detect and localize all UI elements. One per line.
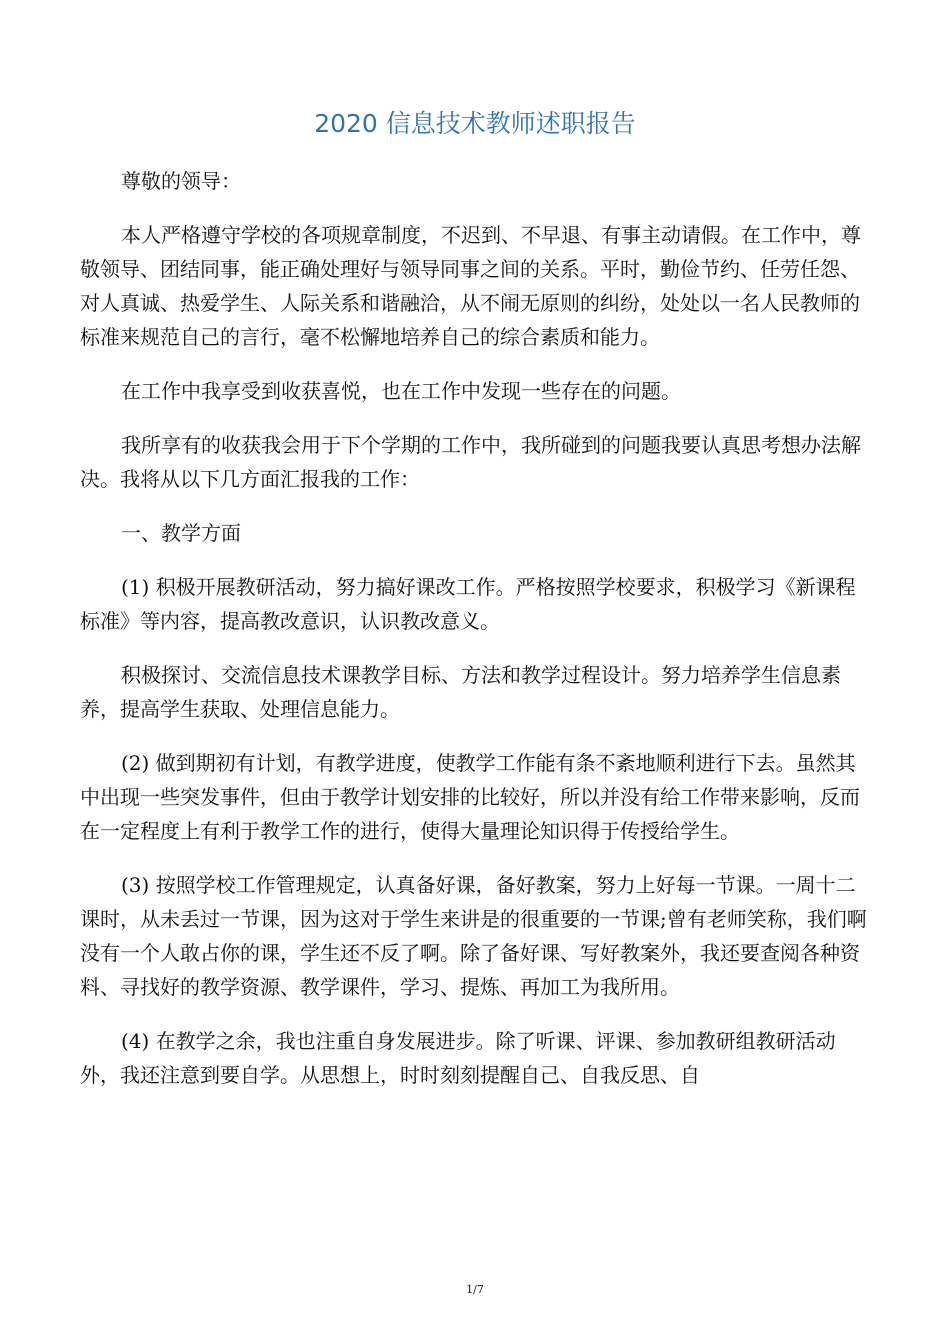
paragraph: (4) 在教学之余，我也注重自身发展进步。除了听课、评课、参加教研组教研活动外，我还注意到要自学。从思想上，时时刻刻提醒自己、自我反思、自 <box>80 1029 836 1087</box>
page-number: 1/7 <box>466 1283 484 1296</box>
document-title: 2020 信息技术教师述职报告 <box>314 109 636 138</box>
paragraph: 我所享有的收获我会用于下个学期的工作中，我所碰到的问题我要认真思考想办法解决。我将从以下几方面汇报我的工作： <box>80 433 861 491</box>
document-body <box>80 164 870 1112</box>
paragraph: (2) 做到期初有计划，有教学进度，使教学工作能有条不紊地顺利进行下去。虽然其中出现一些突发事件，但由于教学计划安排的比较好，所以并没有给工作带来影响，反而在一定程度上有利于教学工作的进行，使得大量理论知识得于传授给学生。 <box>80 751 860 843</box>
paragraph: 积极探讨、交流信息技术课教学目标、方法和教学过程设计。努力培养学生信息素养，提高学生获取、处理信息能力。 <box>80 663 841 721</box>
paragraph: 本人严格遵守学校的各项规章制度，不迟到、不早退、有事主动请假。在工作中，尊敬领导、团结同事，能正确处理好与领导同事之间的关系。平时，勤俭节约、任劳任怨、对人真诚、热爱学生、人际关系和谐融洽，从不闹无原则的纠纷，处处以一名人民教师的标准来规范自己的言行，毫不松懈地培养自己的综合素质和能力。 <box>80 223 861 349</box>
paragraph: (1) 积极开展教研活动，努力搞好课改工作。严格按照学校要求，积极学习《新课程标准》等内容，提高教改意识，认识教改意义。 <box>80 575 856 633</box>
paragraph: 在工作中我享受到收获喜悦，也在工作中发现一些存在的问题。 <box>121 379 681 403</box>
paragraph: (3) 按照学校工作管理规定，认真备好课，备好教案，努力上好每一节课。一周十二课时，从未丢过一节课，因为这对于学生来讲是的很重要的一节课;曾有老师笑称，我们啊没有一个人敢占你的课，学生还不反了啊。除了备好课、写好教案外，我还要查阅各种资料、寻找好的教学资源、教学课件，学习、提炼、再加工为我所用。 <box>80 873 867 999</box>
salutation: 尊敬的领导： <box>121 169 241 193</box>
section-heading: 一、教学方面 <box>121 521 241 545</box>
